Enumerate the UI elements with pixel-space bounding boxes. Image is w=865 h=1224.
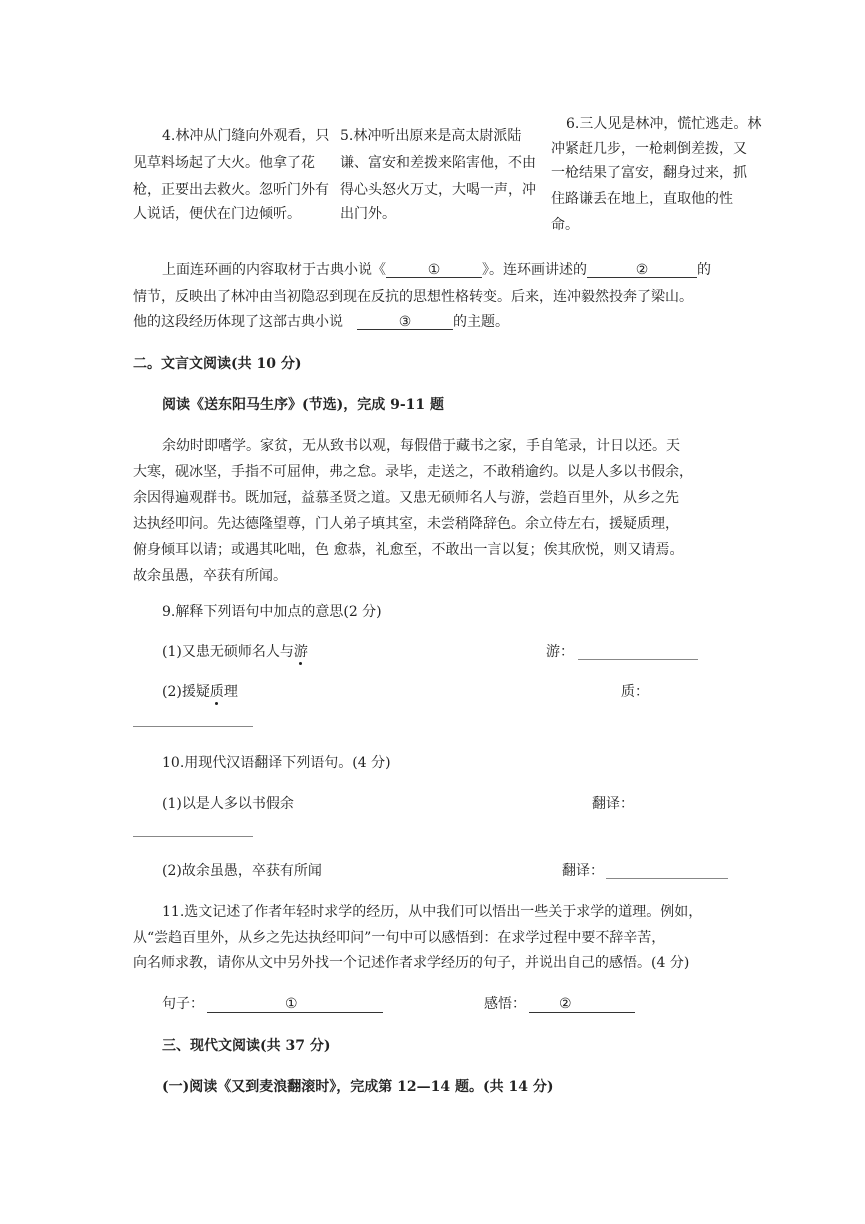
fill-text-d: 他的这段经历体现了这部古典小说: [133, 314, 343, 330]
passage-line-4: 达执经叩问。先达德隆望尊，门人弟子填其室，未尝稍降辞色。余立侍左右，援疑质理，: [133, 516, 679, 532]
passage-line-3: 余因得遍观群书。既加冠，益慕圣贤之道。又患无硕师名人与游，尝趋百里外，从乡之先: [133, 490, 679, 506]
q11-line-1: 11.选文记述了作者年轻时求学的经历，从中我们可以悟出一些关于求学的道理。例如，: [162, 904, 703, 920]
caption-6-line-2: 冲紧赶几步，一枪刺倒差拨，又: [551, 141, 747, 157]
blank-3-label: ③: [398, 314, 412, 330]
q9-item-2: [162, 685, 238, 699]
section-3-heading: 三、现代文阅读(共 37 分): [162, 1038, 331, 1054]
q10-item-2: (2)故余虽愚，卒获有所闻: [162, 863, 322, 879]
caption-6-line-1: 6.三人见是林冲，慌忙逃走。林: [566, 116, 762, 132]
caption-5-line-4: 出门外。: [340, 206, 396, 222]
caption-6-line-5: 命。: [551, 217, 579, 233]
q11-sentence-blank[interactable]: [207, 997, 383, 1013]
section-2-heading: 二。文言文阅读(共 10 分): [133, 356, 302, 372]
q9-item-2-text-a: (2)援疑: [162, 684, 210, 700]
q10-prompt: 10.用现代汉语翻译下列语句。(4 分): [162, 755, 391, 771]
q9-answer-2-line[interactable]: [133, 726, 253, 727]
q10-item-1: (1)以是人多以书假余: [162, 796, 294, 812]
q11-feeling-label: 感悟：: [484, 996, 526, 1012]
q9-item-1-dotted: 游: [293, 644, 308, 660]
fill-text-b: 》。连环画讲述的: [482, 262, 587, 278]
q11-blank-2-label: ②: [559, 996, 572, 1012]
q9-prompt: 9.解释下列语句中加点的意思(2 分): [162, 604, 382, 620]
fill-line-2: 情节，反映出了林冲由当初隐忍到现在反抗的思想性格转变。后来，连冲毅然投奔了梁山。: [133, 289, 693, 305]
caption-4-line-2: 见草料场起了大火。他拿了花: [133, 155, 315, 171]
passage-line-2: 大寒，砚冰坚，手指不可屈伸，弗之怠。录毕，走送之，不敢稍逾约。以是人多以书假余，: [133, 464, 693, 480]
passage-line-5: 俯身倾耳以请；或遇其叱咄，色 愈恭，礼愈至，不敢出一言以复；俟其欣悦，则又请焉。: [133, 542, 684, 558]
passage-line-6: 故余虽愚，卒获有所闻。: [133, 568, 287, 584]
blank-3[interactable]: [357, 315, 453, 330]
blank-2-label: ②: [635, 262, 649, 278]
section-3-subheading: (一)阅读《又到麦浪翻滚时》，完成第 12—14 题。(共 14 分): [162, 1079, 554, 1095]
q10-answer-2-line[interactable]: [606, 878, 728, 879]
q9-item-2-dotted: 质: [209, 684, 224, 700]
q9-item-2-label: 质：: [621, 684, 649, 700]
q11-line-2: 从“尝趋百里外，从乡之先达执经叩问”一句中可以感悟到：在求学过程中要不辞辛苦，: [133, 930, 666, 946]
q10-item-1-label: 翻译：: [592, 796, 634, 812]
q11-sentence-label: 句子：: [162, 996, 204, 1012]
q11-blank-1-label: ①: [285, 996, 298, 1012]
caption-6-panel: [551, 110, 761, 240]
blank-1[interactable]: [386, 263, 482, 278]
q10-item-2-label: 翻译：: [562, 863, 604, 879]
passage-line-1: 余幼时即嗜学。家贫，无从致书以观，每假借于藏书之家，手自笔录，计日以还。天: [162, 438, 680, 454]
caption-6-line-3: 一枪结果了富安，翻身过来，抓: [551, 165, 747, 181]
q9-answer-1-line[interactable]: [578, 659, 698, 660]
q10-answer-1-line[interactable]: [133, 836, 253, 837]
fill-text-a: 上面连环画的内容取材于古典小说《: [162, 262, 386, 278]
q11-feeling-blank[interactable]: [529, 997, 635, 1013]
fill-text-c: 的: [697, 262, 711, 278]
fill-text-e: 的主题。: [453, 314, 509, 330]
fill-line-1: [162, 263, 711, 278]
q11-line-3: 向名师求教，请你从文中另外找一个记述作者求学经历的句子，并说出自己的感悟。(4 分): [133, 955, 690, 971]
caption-6-line-4: 住路谦丢在地上，直取他的性: [551, 191, 733, 207]
caption-5-line-3: 得心头怒火万丈，大喝一声，冲: [340, 182, 536, 198]
caption-5-line-2: 谦、富安和差拨来陷害他，不由: [340, 155, 536, 171]
caption-4-line-4: 人说话，便伏在门边倾听。: [133, 206, 301, 222]
section-2-subheading: 阅读《送东阳马生序》(节选)，完成 9-11 题: [162, 397, 445, 413]
blank-2[interactable]: [587, 263, 697, 278]
fill-line-3: [133, 315, 509, 330]
q9-item-1-label: 游：: [546, 644, 574, 660]
blank-1-label: ①: [427, 262, 441, 278]
q9-item-1: [162, 645, 308, 659]
q9-item-1-text: (1)又患无硕师名人与: [162, 644, 294, 660]
caption-4-line-3: 枪，正要出去救火。忽听门外有: [133, 182, 329, 198]
q9-item-2-text-b: 理: [223, 684, 238, 700]
caption-4-line-1: 4.林冲从门缝向外观看，只: [162, 128, 330, 144]
caption-5-line-1: 5.林冲听出原来是高太尉派陆: [340, 128, 522, 144]
